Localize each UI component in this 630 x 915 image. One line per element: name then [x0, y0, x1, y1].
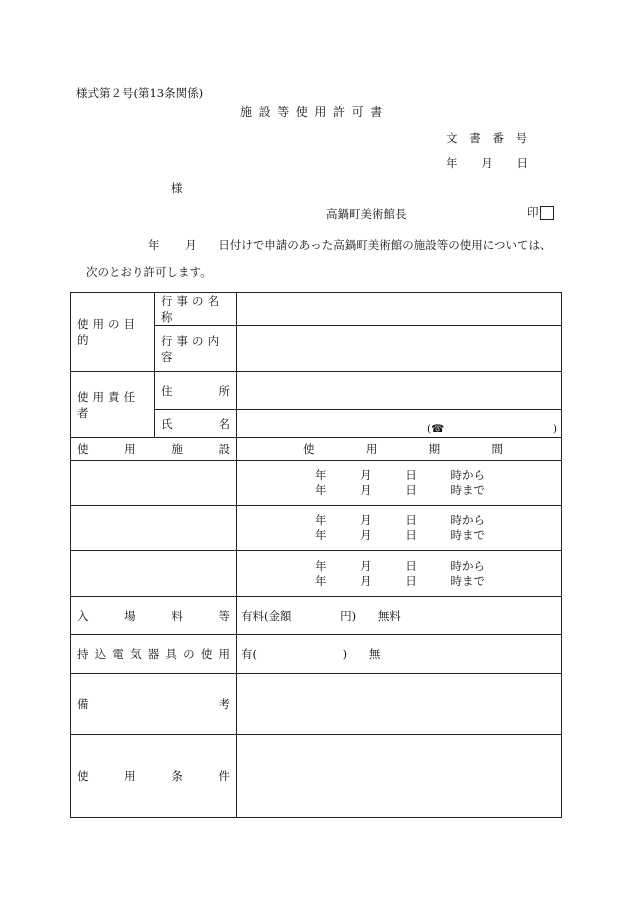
- conditions-field[interactable]: [237, 735, 562, 818]
- row-facility-3: [71, 551, 562, 597]
- equipment-label: 持 込 電 気 器 具 の 使 用: [71, 635, 237, 674]
- phone-open: (☎: [427, 423, 445, 435]
- seal-box: [540, 206, 554, 220]
- row-conditions: [71, 735, 562, 818]
- facility-header: [71, 438, 237, 461]
- body-text-line1: [148, 237, 551, 253]
- row-event-name: [71, 293, 562, 326]
- body-month: 月: [185, 238, 197, 252]
- row-address: [71, 372, 562, 410]
- period-to: 年 月 日 時まで: [315, 573, 485, 588]
- facility-field[interactable]: [71, 506, 237, 551]
- document-title: 施設等使用許可書: [240, 105, 389, 119]
- row-facility-2: [71, 506, 562, 551]
- period-field[interactable]: [237, 551, 562, 597]
- row-facility-1: [71, 461, 562, 506]
- name-label: [155, 410, 237, 438]
- name-char: 氏: [161, 416, 173, 431]
- name-char: 名: [218, 416, 230, 431]
- document-number-label: 文 書 番 号: [446, 131, 532, 145]
- period-field[interactable]: [237, 461, 562, 506]
- admission-field[interactable]: [237, 597, 562, 635]
- permit-table: [70, 292, 562, 818]
- period-field[interactable]: [237, 506, 562, 551]
- row-header-facility-period: [71, 438, 562, 461]
- date-month: 月: [481, 156, 493, 170]
- admission-yen: 円): [340, 608, 357, 623]
- address-char: 所: [218, 383, 230, 398]
- equipment-field[interactable]: [237, 635, 562, 674]
- period-from: 年 月 日 時から: [315, 468, 485, 482]
- event-name-field[interactable]: [237, 293, 562, 326]
- period-char: 期: [428, 442, 441, 456]
- date-day: 日: [516, 156, 528, 170]
- form-number: 様式第２号(第13条関係): [76, 86, 204, 100]
- address-label: [155, 372, 237, 410]
- facility-field[interactable]: [71, 551, 237, 597]
- facility-char: 設: [218, 442, 230, 456]
- seal: [527, 204, 554, 220]
- period-char: 間: [491, 442, 503, 456]
- phone-close: ): [552, 423, 557, 435]
- issue-date: [446, 155, 528, 171]
- period-char: 用: [365, 442, 378, 456]
- admission-paid: 有料(金額: [241, 608, 292, 623]
- responsible-label: 使用責任者: [71, 372, 155, 438]
- purpose-label: 使用の目的: [71, 293, 155, 372]
- row-remarks: [71, 674, 562, 735]
- body-year: 年: [148, 238, 160, 252]
- event-content-label: 行事の内容: [155, 326, 237, 372]
- row-admission: [71, 597, 562, 635]
- address-char: 住: [161, 383, 173, 398]
- name-field[interactable]: [237, 410, 562, 438]
- date-year: 年: [446, 156, 458, 170]
- period-char: 使: [303, 442, 315, 456]
- equipment-close: ): [342, 647, 348, 661]
- row-equipment: [71, 635, 562, 674]
- facility-char: 施: [171, 442, 183, 456]
- facility-char: 使: [77, 442, 89, 456]
- admission-free: 無料: [377, 608, 401, 623]
- equipment-no: 無: [368, 647, 381, 661]
- period-to: 年 月 日 時まで: [315, 483, 485, 497]
- remarks-label: 備 考: [71, 674, 237, 735]
- body-text-line2: 次のとおり許可します。: [86, 265, 212, 279]
- period-to: 年 月 日 時まで: [315, 528, 485, 542]
- body-sentence: 日付けで申請のあった高鍋町美術館の施設等の使用については、: [218, 238, 552, 252]
- period-from: 年 月 日 時から: [315, 558, 485, 573]
- seal-label: 印: [527, 205, 539, 219]
- facility-char: 用: [124, 442, 136, 456]
- event-content-field[interactable]: [237, 326, 562, 372]
- equipment-yes: 有(: [241, 647, 257, 661]
- addressee-suffix: 様: [171, 181, 183, 195]
- event-name-label: 行事の名称: [155, 293, 237, 326]
- phone-icon: ☎: [431, 423, 445, 435]
- facility-field[interactable]: [71, 461, 237, 506]
- conditions-label: 使 用 条 件: [71, 735, 237, 818]
- remarks-field[interactable]: [237, 674, 562, 735]
- admission-label: 入 場 料 等: [71, 597, 237, 635]
- issuer-name: 高鍋町美術館長: [326, 207, 407, 221]
- period-header: [237, 438, 562, 461]
- period-from: 年 月 日 時から: [315, 513, 485, 527]
- address-field[interactable]: [237, 372, 562, 410]
